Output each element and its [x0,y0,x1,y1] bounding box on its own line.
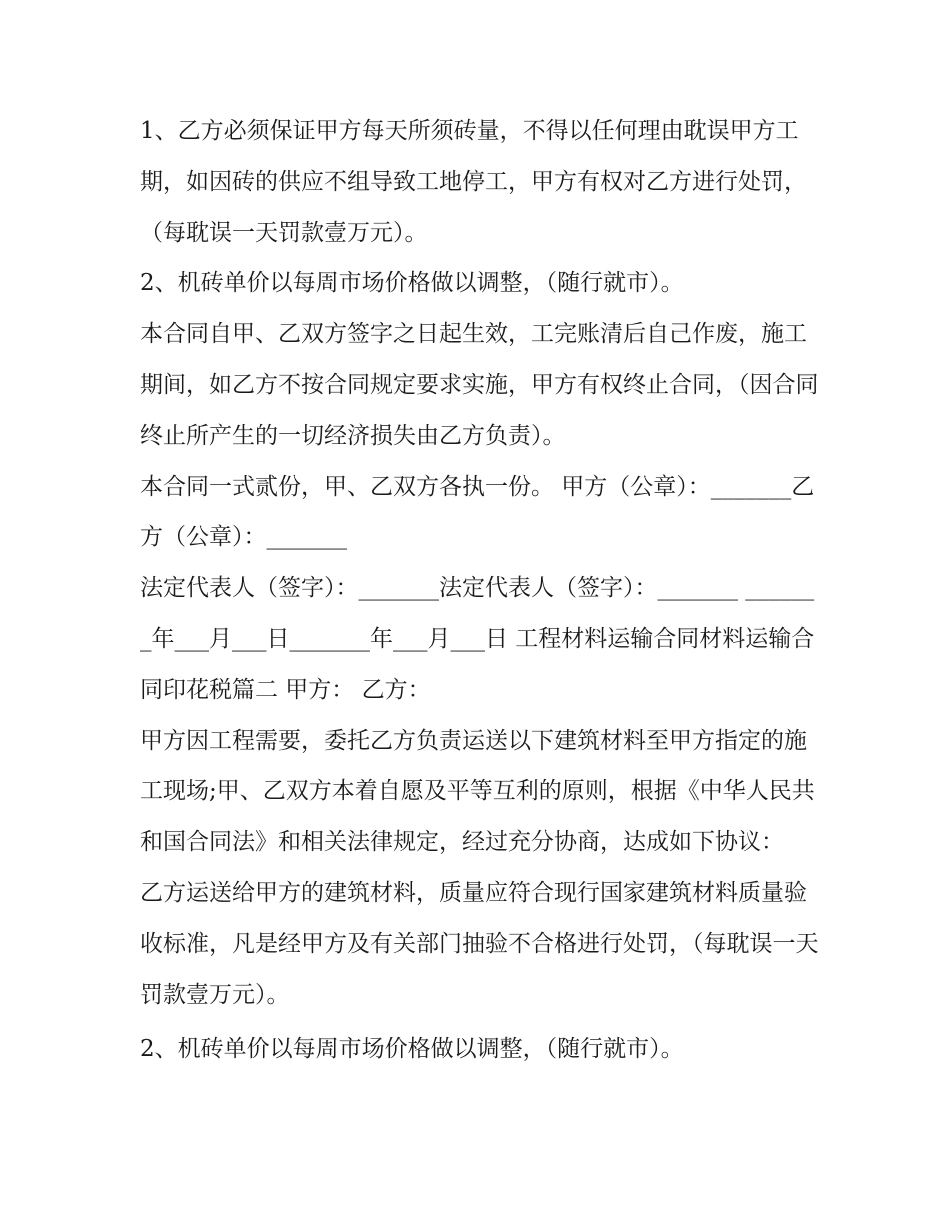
paragraph-signatures-dates: 法定代表人（签字）：_______法定代表人（签字）：_______ _______年___月___日_______年___月___日 工程材料运输合同材料运输合同印花税篇二 甲方： 乙方： [140,575,815,703]
paragraph-quality: 乙方运送给甲方的建筑材料，质量应符合现行国家建筑材料质量验收标准，凡是经甲方及有关部门抽验不合格进行处罚，（每耽误一天罚款壹万元）。 [140,879,819,1008]
paragraph-copies-seals: 本合同一式贰份，甲、乙双方各执一份。 甲方（公章）：_______乙方（公章）：_______ [140,473,815,551]
paragraph-clause-2: 2、机砖单价以每周市场价格做以调整，（随行就市）。 [140,270,684,297]
paragraph-clause-2-repeat: 2、机砖单价以每周市场价格做以调整，（随行就市）。 [140,1036,684,1063]
paragraph-transport-intro: 甲方因工程需要，委托乙方负责运送以下建筑材料至甲方指定的施工现场;甲、乙双方本着自愿及平等互利的原则，根据《中华人民共和国合同法》和相关法律规定，经过充分协商，达成如下协议： [140,727,815,856]
paragraph-clause-1: 1、乙方必须保证甲方每天所须砖量，不得以任何理由耽误甲方工期，如因砖的供应不组导致工地停工，甲方有权对乙方进行处罚，（每耽误一天罚款壹万元）。 [140,118,807,246]
paragraph-effectiveness: 本合同自甲、乙双方签字之日起生效，工完账清后自己作废，施工期间，如乙方不按合同规定要求实施，甲方有权终止合同，（因合同终止所产生的一切经济损失由乙方负责）。 [140,321,819,449]
document-body [140,106,820,1075]
